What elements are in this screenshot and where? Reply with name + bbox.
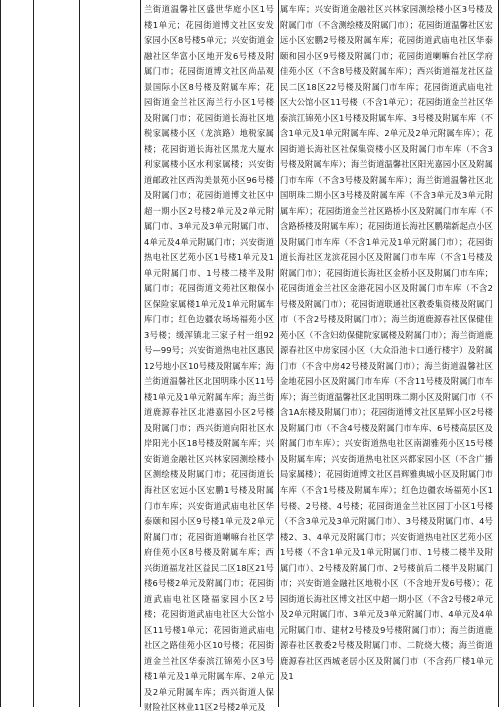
remaining-area-list-cell: 属车库；兴安街道金融社区兴林家园测绘楼小区3号楼及附属门市（不含测绘楼及附属门市）；花园街道温馨社区宏远小区宏鹏2号楼及附属车库；花园街道武庙电社区华泰颐和园小区9号楼及附属门市；花园街道喇嘛台社区学府佳苑小区（不含8号楼及附属车库）；西兴街道福龙社区益民二区18区22号楼及附属门市车库；花园街道武庙电社区大公馆小区11号楼（不含1单元）；花园街道金兰社区华泰滨江锦苑小区1号楼及附属车库、3号楼及附属车库（不含1单元及1单元附属车库、2单元及2单元附属车库）；花园街道长海社区社保集资楼小区及附属门市车库（不含3号楼及附属车库）；海兰街道温馨社区阳光嘉园小区及附属门市车库（不含3号楼及附属车库）；海兰街道温馨社区北国明珠二期小区3号楼及附属车库（不含3单元及3单元附属车库）；花园街道金兰社区路桥小区及附属门市车库（不含路桥楼及附属车库）；花园街道长海社区鹏瑞新起点小区及附属门市车库（不含1单元及1单元附属门市）；花园街道长海社区龙滨花园小区及附属门市车库（不含1号楼及附属门市）；花园街道长海社区金桥小区及附属门市车库；花园街道金兰社区金港花园小区及附属门市车库（不含2号楼及附属门市）；花园街道联通社区教委集资楼及附属门市（不含2号楼及附属门市）；海兰街道鹿源春社区保健佳苑小区（不含妇幼保健院家属楼及附属门市）；海兰街道鹿源春社区中房家园小区（大众沿池卡口通行楼宇）及附属门市（不含中房42号楼及附属门市）；海兰街道温馨社区金地花园小区及附属门市车库（不含11号楼及附属门市车库）；海兰街道温馨社区北国明珠二期小区及附属门市（不含1A东楼及附属门市）；花园街道博文社区星辉小区2号楼及附属门市（不含4号楼及附属门市车库、6号楼高层区及附属门市车库）；兴安街道热电社区南湖雅苑小区15号楼及附属车库；兴安街道热电社区兴都家园小区（不含广播局家属楼）；花园街道博文社区昌辉雅典城小区及附属门市车库（不含1号楼及附属车库）；红色边疆农场福苑小区1号楼、2号楼、4号楼；花园街道金兰社区园丁小区1号楼（不含3单元及3单元附属门市）、3号楼及附属门市、4号楼2、3、4单元及附属门市；兴安街道热电社区艺苑小区1号楼（不含1单元及1单元附属门市、1号楼二楼半及附属门市）、2号楼及附属门市、2号楼前后二楼半及附属门市；兴安街道金融社区地税小区（不含地开发6号楼）；花园街道长海社区博文社区中超一期小区（不含2号楼2单元及2单元附属门市、3单元及3单元附属门市、4单元及4单元附属门市、建材2号楼及9号楼附属门市）；海兰街道鹿源春社区教委2号楼及附属门市、二院烧大楼；海兰街道鹿源春社区西城老居小区及附属门市（不含药厂楼1单元及1	[280, 4, 493, 682]
column-divider-1	[33, 0, 34, 707]
column-divider-4	[278, 0, 279, 707]
lifted-area-list-cell: 兰街道温馨社区盛世华庭小区1号楼1单元；花园街道博文社区安发家园小区8号楼5单元；兴安街道金融社区华富小区地开发6号楼及附属门市；花园街道博文社区尚品观景国际小区8号楼及附属车库；花园街道金兰社区海兰行小区1号楼及附属门市；花园街道长海社区地税家属楼小区（龙滨路）地税家属楼；花园街道长海社区黑龙大厦水利家属楼小区水利家属楼；兴安街道邮政社区西沟美景苑小区96号楼及附属门市；花园街道博文社区中超一期小区2号楼2单元及2单元附属门市、3单元及3单元附属门市、4单元及4单元附属门市；兴安街道热电社区艺苑小区1号楼1单元及1单元附属门市、1号楼二楼半及附属门市；花园街道文苑社区粮保小区保险家属楼1单元及1单元附属车库门市；红色边疆农场场福苑小区3号楼；缓浑镇北三家子村一组92号—99号；兴安街道热电社区惠民12号地小区10号楼及附属车库；海兰街道温馨社区北国明珠小区11号楼1单元及1单元附属车库；海兰街道鹿源春社区北港嘉园小区2号楼及附属门市；西兴街道向阳社区水岸阳光小区18号楼及附属车库；兴安街道金融社区兴林家园测绘楼小区测绘楼及附属门市；花园街道长海社区宏远小区宏鹏1号楼及附属门市车库；兴安街道武庙电社区华泰颐和园小区9号楼1单元及2单元附属门市；花园街道喇嘛台社区学府佳苑小区8号楼及附属车库；西兴街道福龙社区益民二区18区21号楼6号楼2单元及附属门市；花园街道武庙电社区隆福家园小区2号楼；花园街道武庙电社区大公馆小区11号楼1单元；花园街道武庙电社区之路佳苑小区10号楼；花园街道金兰社区华泰滨江锦苑小区3号楼1单元及1单元附属车库、2单元及2单元附属车库；西兴街道人保财险社区林业11区2号楼2单元及	[144, 4, 274, 713]
column-divider-2	[79, 0, 80, 707]
column-divider-3	[140, 0, 141, 707]
